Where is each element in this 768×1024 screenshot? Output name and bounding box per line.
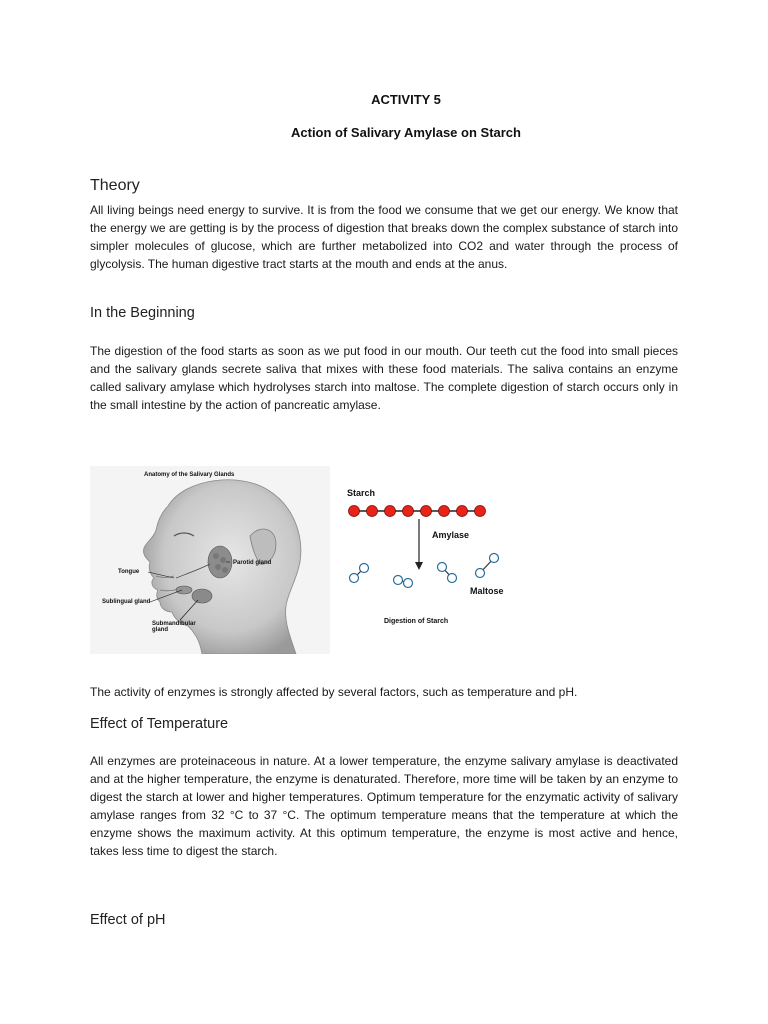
starch-bead	[439, 506, 450, 517]
label-amylase: Amylase	[432, 530, 470, 540]
paragraph-theory: All living beings need energy to survive. It is from the food we consume that we get our energy. We know that the energy we are getting is by the process of digestion that breaks down the complex substance of starch into simpler molecules of glucose, which are further metabolized into CO2 and water through the process of glycolysis. The human digestive tract starts at the mouth and ends at the anus.	[90, 203, 678, 271]
anatomy-figure-title: Anatomy of the Salivary Glands	[144, 472, 235, 478]
label-starch: Starch	[347, 488, 376, 498]
heading-in-the-beginning: In the Beginning	[90, 305, 195, 321]
heading-effect-of-ph: Effect of pH	[90, 912, 166, 928]
label-tongue: Tongue	[118, 569, 140, 575]
label-maltose: Maltose	[470, 586, 504, 596]
starch-bead	[367, 506, 378, 517]
salivary-glands-illustration	[90, 466, 330, 654]
paragraph-factors: The activity of enzymes is strongly affected by several factors, such as temperature and pH.	[90, 685, 578, 699]
starch-bead	[403, 506, 414, 517]
starch-bead	[385, 506, 396, 517]
heading-effect-of-temperature: Effect of Temperature	[90, 716, 229, 732]
paragraph-in-the-beginning: The digestion of the food starts as soon as we put food in our mouth. Our teeth cut the food into small pieces and the salivary glands secrete saliva that mixes with these food materials. The saliva contains an enzyme called salivary amylase which hydrolyses starch into maltose. The complete digestion of starch occurs only in the small intestine by the action of pancreatic amylase.	[90, 344, 678, 412]
maltose-molecules	[350, 554, 499, 588]
starch-digestion-diagram	[330, 466, 510, 654]
starch-bead	[475, 506, 486, 517]
activity-number: ACTIVITY 5	[371, 92, 441, 107]
paragraph-effect-of-temperature: All enzymes are proteinaceous in nature. At a lower temperature, the enzyme salivary amylase is deactivated and at the higher temperature, the enzyme is denaturated. Therefore, more time will be taken by an enzyme to digest the starch at lower and higher temperatures. Optimum temperature for the enzymatic activity of salivary amylase ranges from 32 °C to 37 °C. The optimum temperature means that the temperature at which the enzyme shows the maximum activity. At this optimum temperature, the enzyme is most active and hence, takes less time to digest the starch.	[90, 754, 678, 858]
heading-theory: Theory	[90, 177, 140, 194]
starch-bead	[349, 506, 360, 517]
salivary-amylase-figure	[90, 466, 510, 654]
activity-title: Action of Salivary Amylase on Starch	[291, 125, 521, 140]
starch-bead	[457, 506, 468, 517]
label-digestion-of-starch: Digestion of Starch	[384, 618, 449, 625]
label-parotid-gland: Parotid gland	[233, 560, 272, 566]
label-sublingual-gland: Sublingual gland	[102, 599, 151, 605]
starch-bead	[421, 506, 432, 517]
label-submandibular-gland: Submandibular gland	[152, 621, 196, 633]
